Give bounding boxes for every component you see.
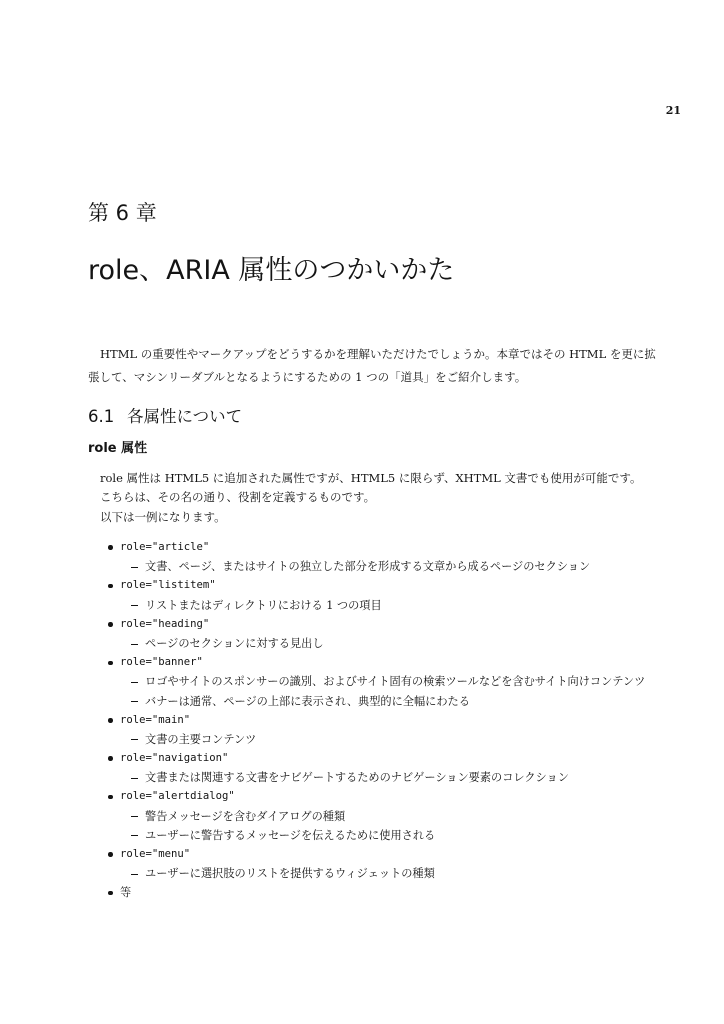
section-number: 6.1 — [88, 407, 115, 426]
list-item — [0, 749, 724, 768]
dash-icon — [131, 816, 138, 817]
bullet-icon — [108, 852, 113, 857]
sub-list-item — [0, 634, 724, 653]
dash-icon — [131, 778, 138, 779]
role-description: 警告メッセージを含むダイアログの種類 — [145, 809, 346, 823]
dash-icon — [131, 567, 138, 568]
sub-list-item — [0, 768, 724, 787]
role-description: ロゴやサイトのスポンサーの識別、およびサイト固有の検索ツールなどを含むサイト向けコンテンツ — [145, 675, 646, 689]
bullet-icon — [108, 661, 113, 666]
dash-icon — [131, 701, 138, 702]
section-heading — [88, 405, 242, 429]
role-description: リストまたはディレクトリにおける 1 つの項目 — [145, 598, 382, 612]
sub-list-item — [0, 692, 724, 711]
bullet-icon — [108, 584, 113, 589]
bullet-icon — [108, 545, 113, 550]
bullet-icon — [108, 622, 113, 627]
role-list — [0, 538, 724, 903]
role-code: role="banner" — [120, 656, 203, 669]
list-item — [0, 653, 724, 672]
role-code: role="listitem" — [120, 579, 216, 592]
role-code: role="alertdialog" — [120, 790, 235, 803]
dash-icon — [131, 682, 138, 683]
sub-list-item — [0, 807, 724, 826]
role-description: バナーは通常、ページの上部に表示され、典型的に全幅にわたる — [145, 694, 470, 708]
list-item — [0, 615, 724, 634]
list-item — [0, 711, 724, 730]
bullet-icon — [108, 891, 113, 896]
list-item — [0, 576, 724, 595]
sub-list-item — [0, 557, 724, 576]
sub-list-item — [0, 864, 724, 883]
chapter-title: role、ARIA 属性のつかいかた — [88, 255, 455, 286]
dash-icon — [131, 874, 138, 875]
role-description: 文書または関連する文書をナビゲートするためのナビゲーション要素のコレクション — [145, 771, 569, 785]
role-code: role="heading" — [120, 617, 210, 630]
chapter-label: 第 6 章 — [88, 201, 157, 225]
sub-list-item — [0, 826, 724, 845]
section-title: 各属性について — [127, 407, 243, 426]
page-number: 21 — [665, 104, 681, 117]
paragraph-line: こちらは、その名の通り、役割を定義するものです。 — [100, 490, 376, 504]
role-description: 文書の主要コンテンツ — [145, 732, 257, 746]
list-item — [0, 883, 724, 902]
role-description: ページのセクションに対する見出し — [145, 636, 324, 650]
list-item — [0, 538, 724, 557]
bullet-icon — [108, 756, 113, 761]
list-end-text: 等 — [120, 886, 132, 900]
role-code: role="navigation" — [120, 752, 229, 765]
bullet-icon — [108, 718, 113, 723]
paragraph-line: role 属性は HTML5 に追加された属性ですが、HTML5 に限らず、XHTML 文書でも使用が可能です。 — [100, 471, 642, 485]
dash-icon — [131, 605, 138, 606]
dash-icon — [131, 739, 138, 740]
subsection-heading: role 属性 — [88, 441, 148, 456]
intro-line: 張して、マシンリーダブルとなるようにするための 1 つの「道具」をご紹介します。 — [88, 370, 527, 384]
list-item — [0, 787, 724, 806]
sub-list-item — [0, 672, 724, 691]
intro-line: HTML の重要性やマークアップをどうするかを理解いただけたでしょうか。本章ではその HTML を更に拡 — [100, 347, 656, 361]
role-code: role="article" — [120, 541, 210, 553]
paragraph-line: 以下は一例になります。 — [100, 510, 226, 524]
list-item — [0, 845, 724, 864]
dash-icon — [131, 644, 138, 645]
role-description: ユーザーに警告するメッセージを伝えるために使用される — [145, 828, 436, 842]
role-description: ユーザーに選択肢のリストを提供するウィジェットの種類 — [145, 867, 435, 881]
role-code: role="main" — [120, 713, 191, 726]
role-code: role="menu" — [120, 848, 191, 860]
role-description: 文書、ページ、またはサイトの独立した部分を形成する文章から成るページのセクション — [145, 560, 591, 574]
dash-icon — [131, 835, 138, 836]
sub-list-item — [0, 596, 724, 615]
bullet-icon — [108, 795, 113, 800]
sub-list-item — [0, 730, 724, 749]
